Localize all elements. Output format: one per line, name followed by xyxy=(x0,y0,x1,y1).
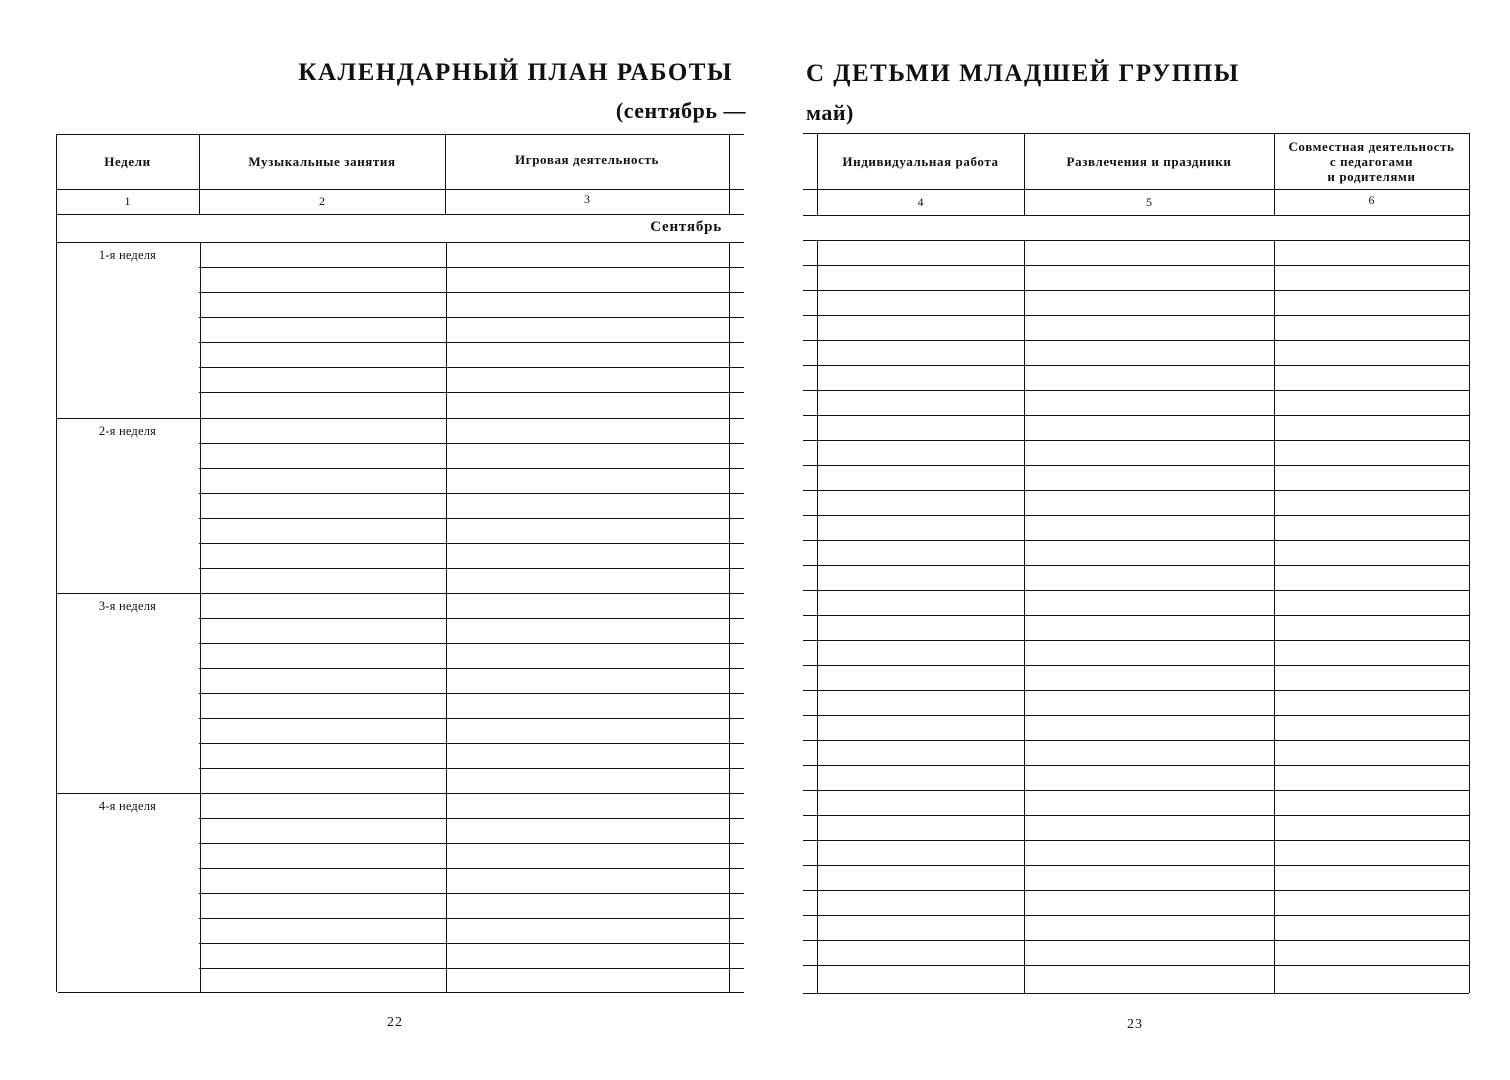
week-label: 1-я неделя xyxy=(98,248,157,262)
entry-row-line xyxy=(199,893,744,894)
column-header-music: Музыкальные занятия xyxy=(248,154,396,169)
entry-row-line xyxy=(199,818,744,819)
table-right-border xyxy=(1469,133,1470,993)
month-row-bottom-line xyxy=(56,242,744,243)
entry-row-line xyxy=(199,643,744,644)
entry-row-line xyxy=(803,615,1469,616)
week-label: 2-я неделя xyxy=(98,424,157,438)
entry-row-line xyxy=(199,743,744,744)
entry-row-line xyxy=(199,918,744,919)
entry-row-line xyxy=(199,968,744,969)
entry-row-line xyxy=(803,565,1469,566)
entry-row-line xyxy=(199,943,744,944)
entry-row-line xyxy=(803,540,1469,541)
entry-row-line xyxy=(803,965,1469,966)
week-separator-line xyxy=(56,793,744,794)
entry-row-line xyxy=(803,515,1469,516)
entry-row-line xyxy=(803,315,1469,316)
entry-row-line xyxy=(803,465,1469,466)
column-number: 2 xyxy=(319,194,325,208)
page-number-left: 22 xyxy=(387,1015,403,1030)
entry-row-line xyxy=(199,718,744,719)
entry-row-line xyxy=(803,490,1469,491)
column-header-entertainment: Развлечения и праздники xyxy=(1066,153,1232,169)
entry-row-line xyxy=(803,290,1469,291)
entry-row-line xyxy=(803,715,1469,716)
entry-row-line xyxy=(199,317,744,318)
column-number: 6 xyxy=(1368,192,1375,207)
entry-row-line xyxy=(803,590,1469,591)
entry-row-line xyxy=(803,840,1469,841)
entry-row-line xyxy=(199,392,744,393)
entry-row-line xyxy=(199,668,744,669)
entry-row-line xyxy=(803,390,1469,391)
entry-row-line xyxy=(199,367,744,368)
week-separator-line xyxy=(56,418,744,419)
column-number: 1 xyxy=(124,194,131,208)
entry-row-line xyxy=(199,292,744,293)
column-number: 5 xyxy=(1146,194,1152,209)
entry-row-line xyxy=(803,365,1469,366)
entry-row-line xyxy=(199,618,744,619)
entry-row-line xyxy=(199,693,744,694)
column-header-weeks: Недели xyxy=(104,154,151,169)
entry-row-line xyxy=(199,543,744,544)
entry-row-line xyxy=(803,665,1469,666)
column-header-joint-activity: Совместная деятельность с педагогами и родителями xyxy=(1288,138,1455,184)
entry-row-line xyxy=(199,443,744,444)
entry-row-line xyxy=(803,690,1469,691)
number-row-bottom-line xyxy=(56,214,744,215)
column-number: 4 xyxy=(917,194,924,209)
entry-row-line xyxy=(803,640,1469,641)
entry-row-line xyxy=(199,267,744,268)
entry-row-line xyxy=(199,568,744,569)
number-row-bottom-line xyxy=(803,215,1469,216)
entry-row-line xyxy=(199,768,744,769)
column-line-5 xyxy=(1024,240,1025,993)
entry-row-line xyxy=(803,265,1469,266)
month-label: Сентябрь xyxy=(650,219,722,235)
column-header-individual: Индивидуальная работа xyxy=(842,153,999,169)
month-row-bottom-line xyxy=(803,240,1469,241)
column-number: 3 xyxy=(584,192,590,206)
column-line-gutter xyxy=(729,134,730,214)
table-bottom-border xyxy=(803,993,1469,994)
entry-row-line xyxy=(803,765,1469,766)
entry-row-line xyxy=(803,940,1469,941)
table-bottom-border xyxy=(58,992,744,993)
entry-row-line xyxy=(803,340,1469,341)
entry-row-line xyxy=(199,342,744,343)
entry-row-line xyxy=(803,440,1469,441)
entry-row-line xyxy=(803,865,1469,866)
subtitle-right: май) xyxy=(806,100,854,125)
entry-row-line xyxy=(199,468,744,469)
entry-row-line xyxy=(803,790,1469,791)
week-separator-line xyxy=(56,593,744,594)
column-line-gutter xyxy=(817,240,818,993)
column-line-3 xyxy=(446,242,447,992)
entry-row-line xyxy=(199,843,744,844)
entry-row-line xyxy=(803,915,1469,916)
subtitle-left: (сентябрь — xyxy=(615,98,746,123)
entry-row-line xyxy=(803,815,1469,816)
entry-row-line xyxy=(803,890,1469,891)
page-number-right: 23 xyxy=(1127,1017,1143,1032)
entry-row-line xyxy=(803,740,1469,741)
entry-row-line xyxy=(199,868,744,869)
week-label: 4-я неделя xyxy=(98,799,157,813)
column-header-play: Игровая деятельность xyxy=(515,152,659,167)
column-line-6 xyxy=(1274,240,1275,993)
title-right: С ДЕТЬМИ МЛАДШЕЙ ГРУППЫ xyxy=(806,60,1240,87)
entry-row-line xyxy=(803,415,1469,416)
entry-row-line xyxy=(199,518,744,519)
title-left: КАЛЕНДАРНЫЙ ПЛАН РАБОТЫ xyxy=(298,59,733,86)
entry-row-line xyxy=(199,493,744,494)
column-line-2 xyxy=(200,242,201,992)
week-label: 3-я неделя xyxy=(98,599,157,613)
column-line-gutter xyxy=(729,242,730,992)
